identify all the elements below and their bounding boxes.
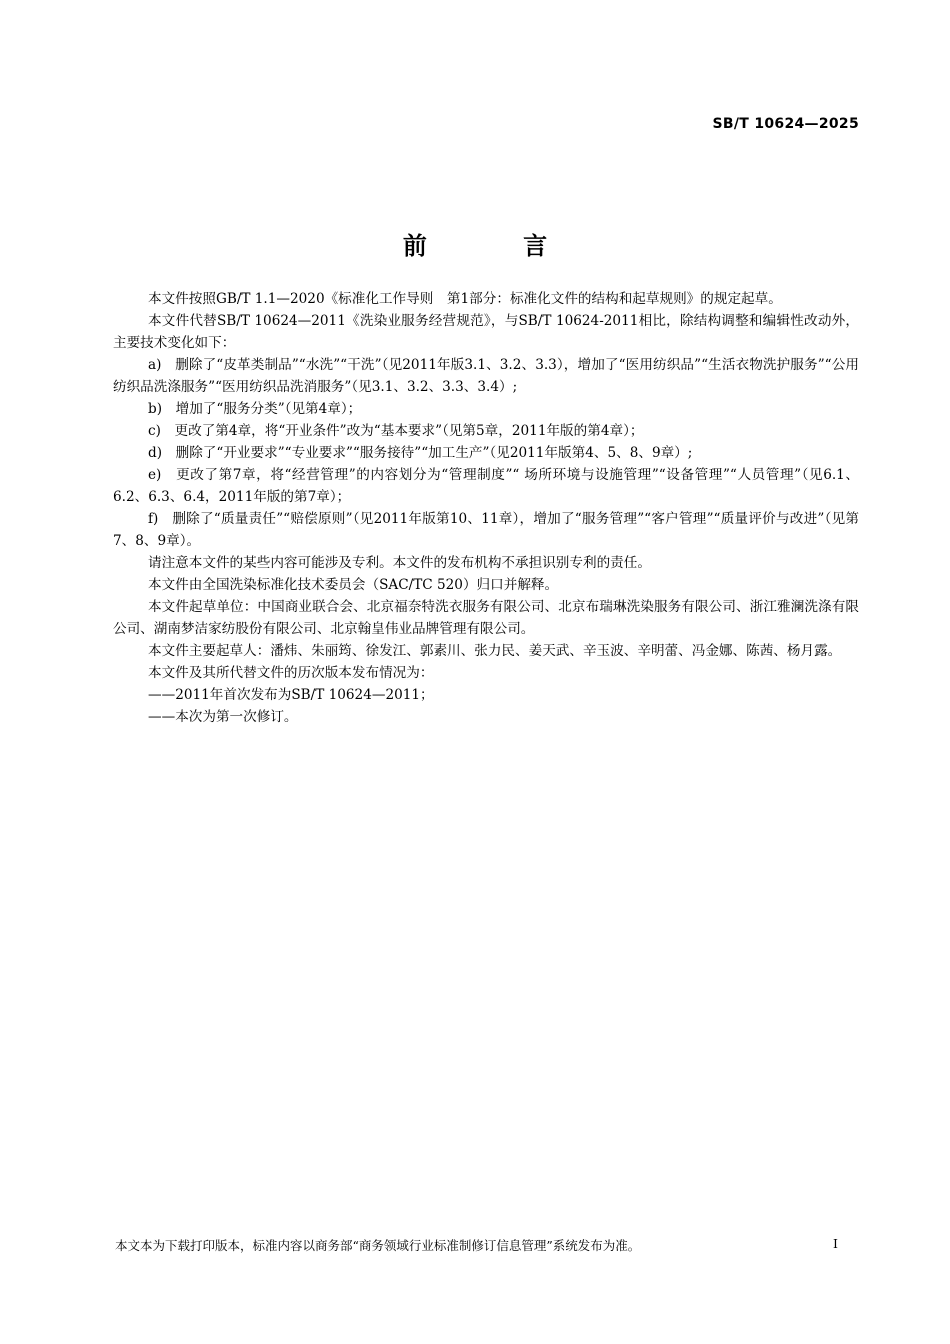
paragraph-drafters: 本文件主要起草人：潘炜、朱丽筠、徐发江、郭素川、张力民、姜天武、辛玉波、辛明蕾、冯金娜、陈茜、杨月露。 [148, 643, 842, 659]
page-number: I [833, 1236, 838, 1251]
paragraph-patent-notice: 请注意本文件的某些内容可能涉及专利。本文件的发布机构不承担识别专利的责任。 [148, 555, 651, 571]
footer-note: 本文本为下载打印版本，标准内容以商务部“商务领域行业标准制修订信息管理”系统发布为准。 [115, 1238, 641, 1253]
paragraph-version-history: 本文件及其所代替文件的历次版本发布情况为： [148, 665, 434, 681]
change-item-c: c) 更改了第4章，将“开业条件”改为“基本要求”（见第5章，2011年版的第4章）； [148, 423, 644, 439]
change-item-f: f) 删除了“质量责任”“赔偿原则”（见2011年版第10、11章），增加了“服务管理”“客户管理”“质量评价与改进”（见第7、8、9章）。 [113, 511, 859, 549]
change-item-e: e) 更改了第7章，将“经营管理”的内容划分为“管理制度”“ 场所环境与设施管理”“设备管理”“人员管理”（见6.1、6.2、6.3、6.4，2011年版的第7章）； [113, 467, 859, 505]
history-item-current: ——本次为第一次修订。 [148, 709, 298, 725]
foreword-body [113, 288, 859, 728]
page-title: 前 言 [402, 232, 592, 260]
paragraph-committee: 本文件由全国洗染标准化技术委员会（SAC/TC 520）归口并解释。 [148, 577, 559, 593]
paragraph-drafting-rules: 本文件按照GB/T 1.1—2020《标准化工作导则 第1部分：标准化文件的结构和起草规则》的规定起草。 [148, 291, 782, 307]
change-item-a: a) 删除了“皮革类制品”“水洗”“干洗”（见2011年版3.1、3.2、3.3），增加了“医用纺织品”“生活衣物洗护服务”“公用纺织品洗涤服务”“医用纺织品洗消服务”（见3.1、3.2、3.3、3.4）; [113, 357, 859, 395]
change-item-d: d) 删除了“开业要求”“专业要求”“服务接待”“加工生产”（见2011年版第4、5、8、9章）; [148, 445, 693, 461]
history-item-2011: ——2011年首次发布为SB/T 10624—2011； [148, 687, 434, 703]
change-item-b: b) 增加了“服务分类”（见第4章）； [148, 401, 362, 417]
paragraph-replacement: 本文件代替SB/T 10624—2011《洗染业服务经营规范》，与SB/T 10624-2011相比，除结构调整和编辑性改动外，主要技术变化如下： [113, 313, 859, 351]
document-code: SB/T 10624—2025 [712, 116, 859, 132]
paragraph-drafting-units: 本文件起草单位：中国商业联合会、北京福奈特洗衣服务有限公司、北京布瑞琳洗染服务有限公司、浙江雅澜洗涤有限公司、湖南梦洁家纺股份有限公司、北京翰皇伟业品牌管理有限公司。 [113, 599, 859, 637]
